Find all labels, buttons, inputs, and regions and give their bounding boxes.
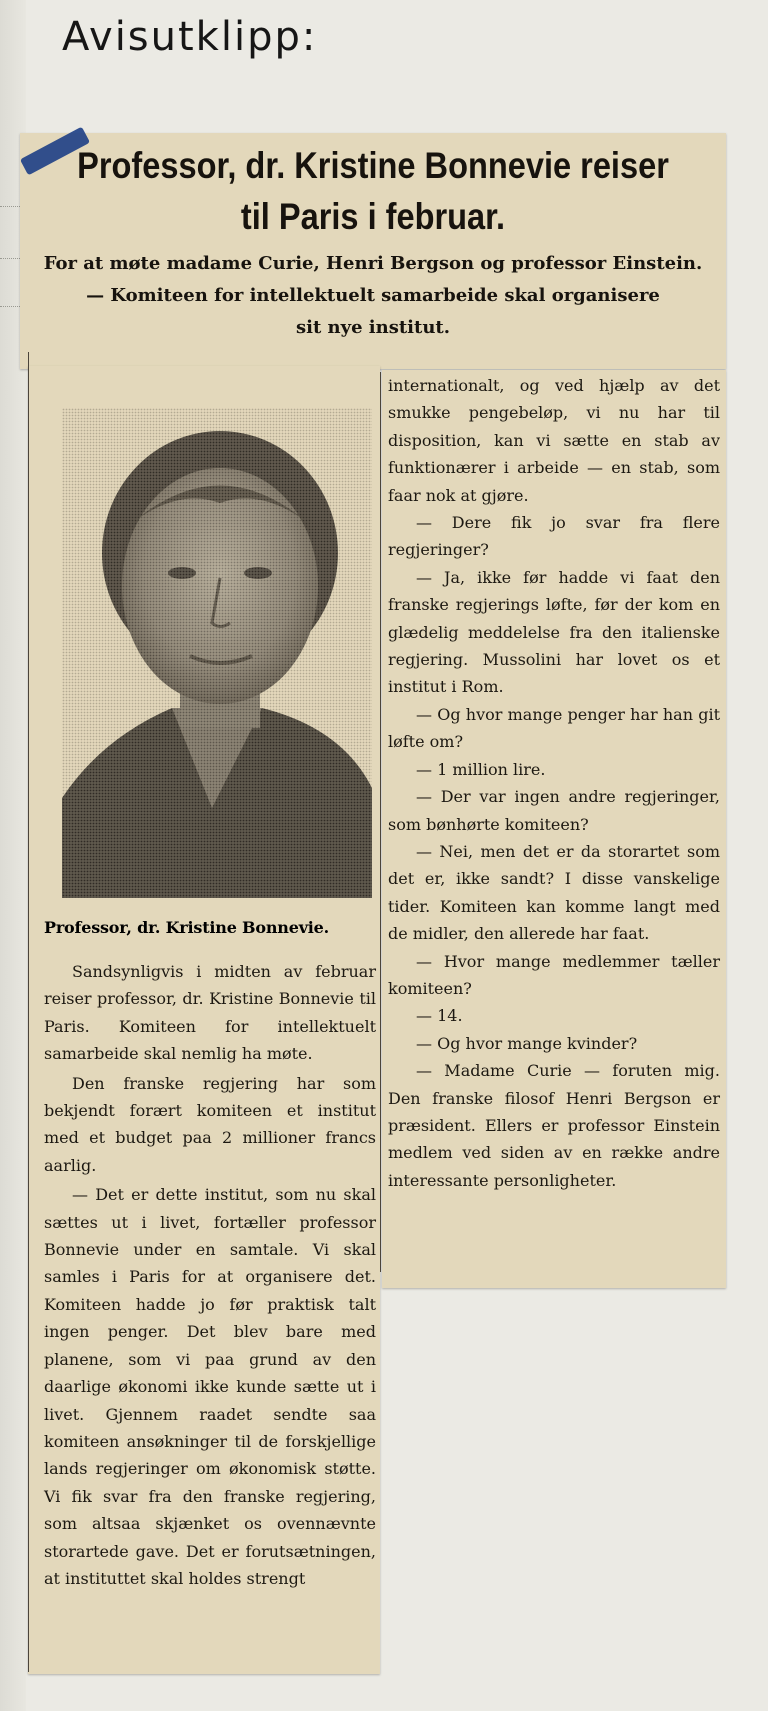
paragraph: — Hvor mange medlemmer tæller komiteen?: [388, 951, 720, 998]
paragraph: — Der var ingen andre regjeringer, som bønhørte komiteen?: [388, 787, 720, 834]
paragraph: — Og hvor mange penger har han git løfte om?: [388, 704, 720, 752]
article-headline: [71, 140, 675, 242]
headline-line-1: Professor, dr. Kristine Bonnevie reiser: [77, 145, 669, 186]
paragraph: Sandsynligvis i midten av februar reiser professor, dr. Kristine Bonnevie til Paris. Komiteen for intellektuelt samarbeide skal nemlig ha møte.: [44, 962, 376, 1064]
column-rule-left: [28, 352, 29, 1672]
paragraph: — Nei, men det er da storartet som det er, ikke sandt? I disse vanskelige tider. Komiteen kan komme langt med de midler, den allerede har faat.: [388, 841, 720, 944]
paragraph: — Ja, ikke før hadde vi faat den franske regjerings løfte, før der kom en glædelig meddelelse fra den italienske regjering. Mussolini har lovet os et institut i Rom.: [388, 567, 720, 697]
paragraph: internationalt, og ved hjælp av det smukke pengebeløp, vi nu har til disposition, kan vi sætte en stab av funktionærer i arbeide — en stab, som faar nok at gjøre.: [388, 376, 720, 505]
paragraph: — Dere fik jo svar fra flere regjeringer?: [388, 513, 720, 560]
paragraph: — Og hvor mange kvinder?: [416, 1033, 638, 1053]
article-subheadline: For at møte madame Curie, Henri Bergson og professor Einstein. — Komiteen for intellektuelt samarbeide skal organisere sit nye institut.: [43, 253, 703, 338]
paragraph: — Det er dette institut, som nu skal sættes ut i livet, fortæller professor Bonnevie under en samtale. Vi skal samles i Paris for at organisere det. Komiteen hadde jo før praktisk talt ingen penger. Det blev bare med planene, som vi paa grund av den daarlige økonomi ikke kunde sætte ut i livet. Gjennem raadet sendte saa komiteen ansøkninger til de forskjellige lands regjeringer om økonomisk støtte. Vi fik svar fra den franske regjering, som altsaa skjænket os ovennævnte storartede gave. Det er forutsætningen, at instituttet skal holdes strengt: [44, 1185, 376, 1588]
paragraph: — Madame Curie — foruten mig. Den franske filosof Henri Bergson er præsident. Ellers er professor Einstein medlem ved siden av en række andre interessante personligheter.: [388, 1061, 720, 1190]
column-divider: [380, 372, 381, 1272]
portrait-photo-icon: [62, 408, 372, 898]
article-column-right: [388, 372, 720, 1194]
article-column-left: [44, 958, 376, 1592]
portrait-photo: [62, 408, 372, 898]
paragraph: Den franske regjering har som bekjendt forært komiteen et institut med et budget paa 2 millioner francs aarlig.: [44, 1073, 376, 1175]
photo-caption: Professor, dr. Kristine Bonnevie.: [44, 918, 330, 937]
paragraph: — 14.: [416, 1006, 463, 1026]
page-title: Avisutklipp:: [62, 14, 318, 60]
paragraph: — 1 million lire.: [416, 759, 546, 779]
headline-line-2: til Paris i februar.: [240, 196, 506, 237]
